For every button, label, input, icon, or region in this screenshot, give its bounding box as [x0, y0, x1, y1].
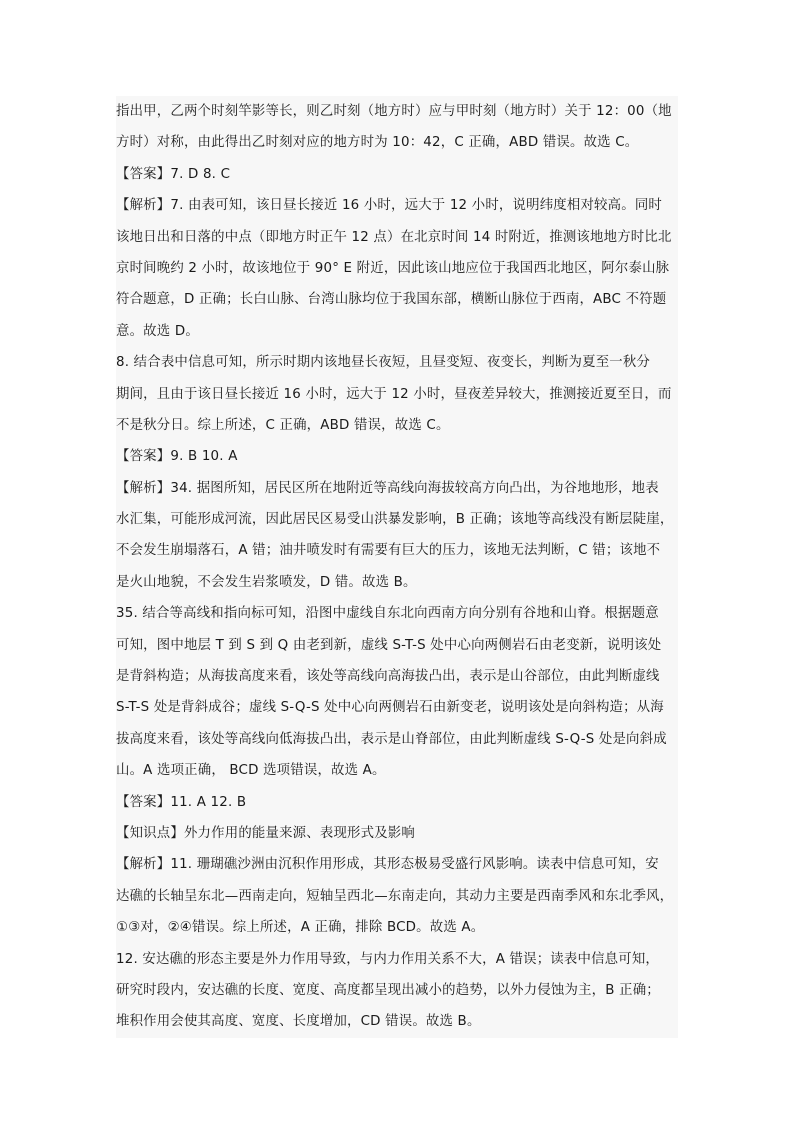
- answer-line: 【答案】7. D 8. C: [116, 166, 231, 182]
- text-line: 水汇集，可能形成河流，因此居民区易受山洪暴发影响，B 正确；该地等高线没有断层陡崖，: [116, 512, 674, 528]
- text-line: 【解析】7. 由表可知，该日昼长接近 16 小时，远大于 12 小时，说明纬度相对较高。同时: [116, 198, 663, 214]
- document-body: [116, 96, 678, 1038]
- text-line: 期间，且由于该日昼长接近 16 小时，远大于 12 小时，昼夜差异较大，推测接近夏至日，而: [116, 386, 672, 402]
- text-line: 符合题意，D 正确；长白山脉、台湾山脉均位于我国东部，横断山脉位于西南，ABC 不符题: [116, 292, 667, 308]
- text-line: 12. 安达礁的形态主要是外力作用导致，与内力作用关系不大，A 错误；读表中信息可知，: [116, 951, 660, 967]
- text-line: 是背斜构造；从海拔高度来看，该处等高线向高海拔凸出，表示是山谷部位，由此判断虚线: [116, 669, 660, 685]
- text-line: 不会发生崩塌落石，A 错；油井喷发时有需要有巨大的压力，该地无法判断，C 错；该地不: [116, 543, 661, 559]
- knowledge-point-line: 【知识点】外力作用的能量来源、表现形式及影响: [116, 825, 415, 841]
- text-line: 35. 结合等高线和指向标可知，沿图中虚线自东北向西南方向分别有谷地和山脊。根据题意: [116, 606, 659, 622]
- text-line: 该地日出和日落的中点（即地方时正午 12 点）在北京时间 14 时附近，推测该地地方时比北: [116, 229, 672, 245]
- text-line: S-T-S 处是背斜成谷；虚线 S-Q-S 处中心向两侧岩石由新变老，说明该处是向斜构造；从海: [116, 700, 664, 716]
- text-line: ①③对，②④错误。综上所述，A 正确，排除 BCD。故选 A。: [116, 920, 485, 936]
- text-line: 8. 结合表中信息可知，所示时期内该地昼长夜短，且昼变短、夜变长，判断为夏至一秋分: [116, 355, 651, 371]
- text-line: 研究时段内，安达礁的长度、宽度、高度都呈现出减小的趋势，以外力侵蚀为主，B 正确；: [116, 982, 660, 998]
- text-line: 意。故选 D。: [116, 323, 199, 339]
- text-line: 【解析】34. 据图所知，居民区所在地附近等高线向海拔较高方向凸出，为谷地地形，地表: [116, 480, 659, 496]
- answer-line: 【答案】11. A 12. B: [116, 794, 247, 810]
- text-line: 山。A 选项正确， BCD 选项错误，故选 A。: [116, 763, 386, 779]
- text-line: 不是秋分日。综上所述，C 正确，ABD 错误，故选 C。: [116, 417, 450, 433]
- text-line: 是火山地貌，不会发生岩浆喷发，D 错。故选 B。: [116, 574, 417, 590]
- text-line: 方时）对称，由此得出乙时刻对应的地方时为 10：42，C 正确，ABD 错误。故选 C。: [116, 135, 639, 151]
- answer-line: 【答案】9. B 10. A: [116, 449, 238, 465]
- text-line: 指出甲，乙两个时刻竿影等长，则乙时刻（地方时）应与甲时刻（地方时）关于 12：00（地: [116, 104, 672, 119]
- text-line: 【解析】11. 珊瑚礁沙洲由沉积作用形成，其形态极易受盛行风影响。读表中信息可知，安: [116, 857, 659, 873]
- text-line: 拔高度来看，该处等高线向低海拔凸出，表示是山脊部位，由此判断虚线 S-Q-S 处是向斜成: [116, 731, 667, 747]
- text-line: 京时间晚约 2 小时，故该地位于 90° E 附近，因此该山地应位于我国西北地区，阿尔泰山脉: [116, 260, 670, 276]
- text-line: 可知，图中地层 T 到 S 到 Q 由老到新，虚线 S-T-S 处中心向两侧岩石由老变新，说明该处: [116, 637, 662, 653]
- text-line: 达礁的长轴呈东北—西南走向，短轴呈西北—东南走向，其动力主要是西南季风和东北季风，: [116, 888, 674, 904]
- text-line: 堆积作用会使其高度、宽度、长度增加，CD 错误。故选 B。: [116, 1014, 481, 1030]
